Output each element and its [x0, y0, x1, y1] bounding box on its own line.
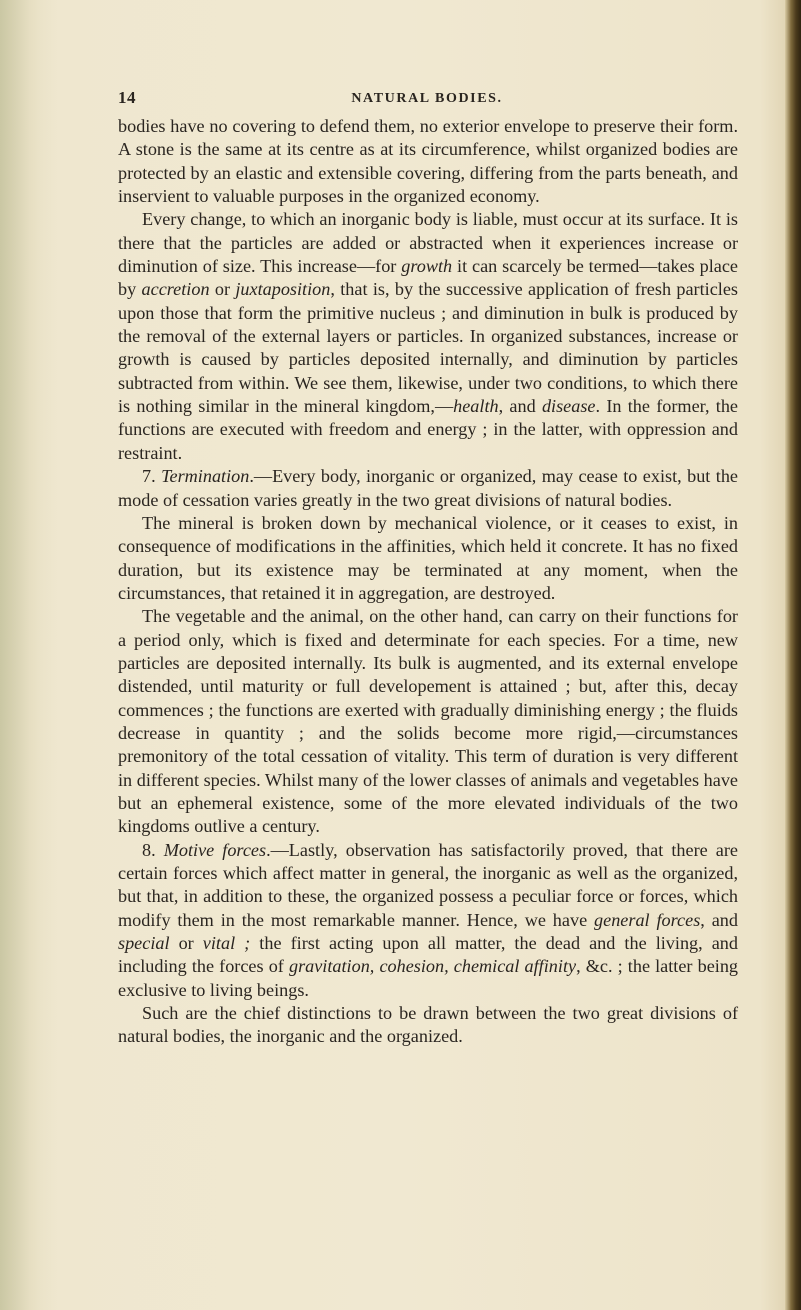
- text-segment: , and: [498, 396, 542, 417]
- italic-text: vital ;: [202, 933, 251, 954]
- paragraph: [118, 605, 738, 838]
- text-segment: . In the former, the functions are executed with freedom and energy ; in the latter, with oppression and restraint.: [118, 396, 738, 463]
- italic-text: Termination: [161, 466, 250, 487]
- text-segment: 8.: [142, 839, 164, 860]
- running-title: NATURAL BODIES.: [351, 91, 503, 106]
- italic-text: juxtaposition: [235, 279, 331, 300]
- text-segment: 7.: [142, 466, 162, 487]
- italic-text: health: [453, 396, 499, 417]
- paragraph: [118, 512, 738, 605]
- paragraph: [118, 465, 738, 512]
- text-segment: or: [209, 279, 236, 300]
- page-header: [118, 88, 736, 110]
- text-segment: , and: [700, 909, 738, 930]
- italic-text: growth: [401, 256, 453, 277]
- text-segment: the first acting upon all matter, the dead and the living, and including the forces of: [118, 933, 738, 977]
- text-segment: , that is, by the successive application of fresh particles upon those that form the primitive nucleus ; and diminution in bulk is produced by the removal of the external layers or particles. In organized substances, increase or growth is caused by particles deposited internally, and diminution by particles subtracted from within. We see them, likewise, under two conditions, to which there is nothing similar in the mineral kingdom,—: [118, 279, 738, 417]
- text-segment: Such are the chief distinctions to be drawn between the two great divisions of natural bodies, the inorganic and the organized.: [118, 1003, 738, 1047]
- italic-text: general forces: [594, 909, 701, 930]
- text-segment: it can scarcely be termed—takes place by: [118, 256, 738, 300]
- text-segment: Every change, to which an inorganic body is liable, must occur at its surface. It is there that the particles are added or abstracted when it experiences increase or diminution of size. This increase—for: [118, 209, 738, 277]
- italic-text: accretion: [141, 279, 210, 300]
- paragraph: [118, 208, 738, 465]
- page-binding-edge: [785, 0, 801, 1310]
- paragraph: [118, 1002, 738, 1049]
- italic-text: gravitation, cohesion, chemical affinity: [288, 956, 577, 977]
- text-segment: bodies have no covering to defend them, no exterior envelope to preserve their form. A stone is the same at its centre as at its circumference, whilst organized bodies are protected by an elastic and extensible covering, differing from the parts beneath, and inservient to valuable purposes in the organized economy.: [118, 116, 738, 207]
- text-segment: The mineral is broken down by mechanical violence, or it ceases to exist, in consequence of modifications in the affinities, which held it concrete. It has no fixed duration, but its existence may be terminated at any moment, when the circumstances, that retained it in aggregation, are destroyed.: [118, 512, 738, 603]
- page-number: 14: [118, 88, 136, 107]
- paragraph: [118, 839, 738, 1002]
- page-margin-stain: [0, 0, 58, 1310]
- italic-text: special: [118, 933, 170, 954]
- text-segment: .—Lastly, observation has satisfactorily proved, that there are certain forces which affect matter in general, the inorganic as well as the organized, but that, in addition to these, the organized possess a peculiar force or forces, which modify them in the most remarkable manner. Hence, we have: [118, 839, 738, 930]
- paragraph: [118, 115, 738, 208]
- text-segment: The vegetable and the animal, on the other hand, can carry on their functions for a period only, which is fixed and determinate for each species. For a time, new particles are deposited internally. Its bulk is augmented, and its external envelope distended, until maturity or full developement is attained ; but, after this, decay commences ; the functions are exerted with gradually diminishing energy ; the fluids decrease in quantity ; and the solids become more rigid,—circumstances premonitory of the total cessation of vitality. This term of duration is very different in different species. Whilst many of the lower classes of animals and vegetables have but an ephemeral existence, some of the more elevated individuals of the two kingdoms outlive a century.: [118, 606, 738, 837]
- italic-text: Motive forces: [163, 839, 267, 860]
- italic-text: disease: [541, 396, 596, 417]
- text-segment: or: [169, 933, 203, 954]
- body-text: [118, 115, 738, 1049]
- text-segment: .—Every body, inorganic or organized, may cease to exist, but the mode of cessation varies greatly in the two great divisions of natural bodies.: [118, 466, 738, 510]
- text-segment: , &c. ; the latter being exclusive to living beings.: [118, 956, 739, 1000]
